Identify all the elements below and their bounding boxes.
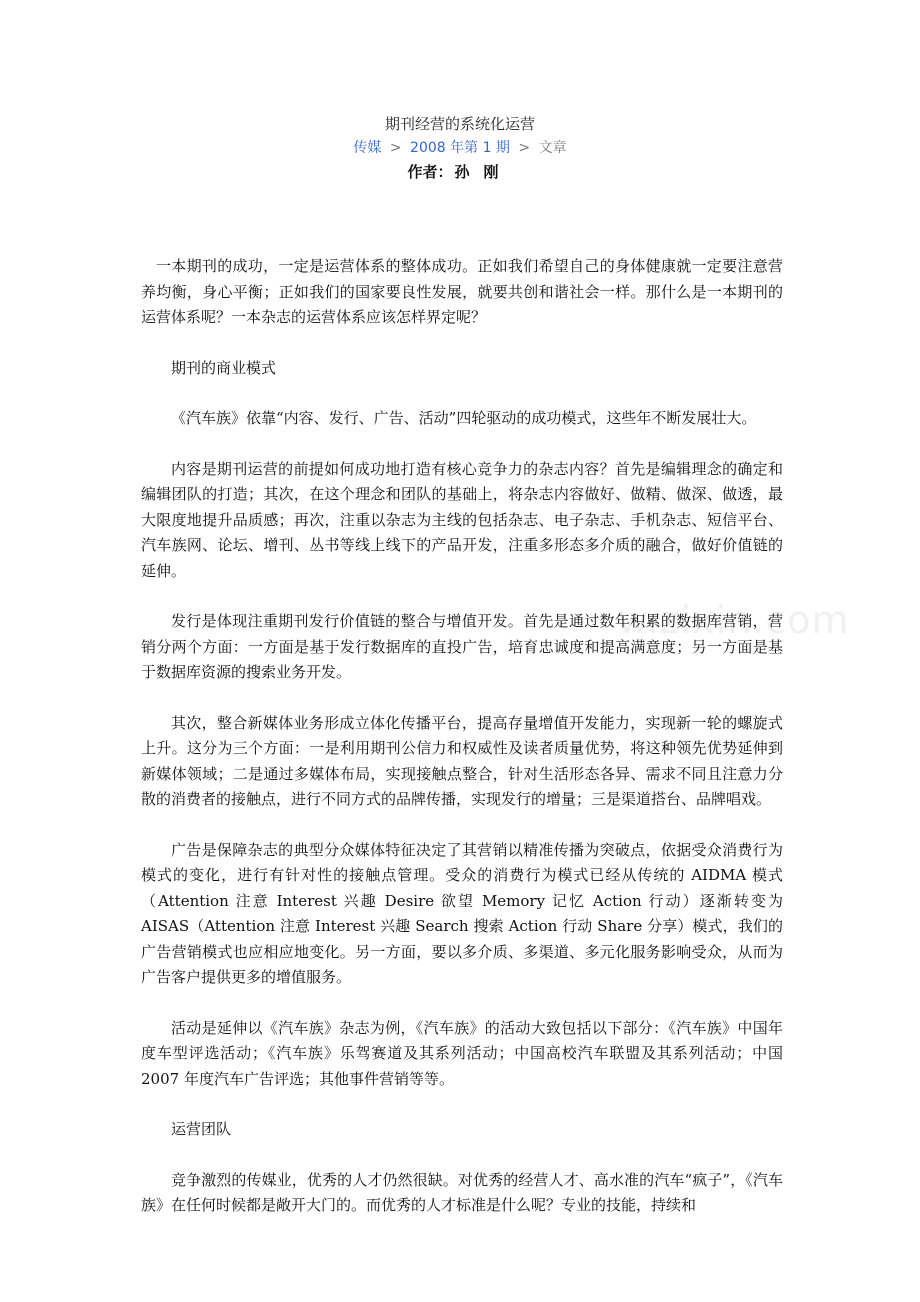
author-name: 孙刚 xyxy=(454,163,513,181)
paragraph: 活动是延伸以《汽车族》杂志为例，《汽车族》的活动大致包括以下部分：《汽车族》中国年度车型评选活动；《汽车族》乐驾赛道及其系列活动；中国高校汽车联盟及其系列活动；中国 2007 年度汽车广告评选；其他事件营销等等。 xyxy=(141,1018,783,1088)
author-label: 作者： xyxy=(407,163,453,181)
breadcrumb-item-media[interactable]: 传媒 xyxy=(353,140,382,156)
paragraph: 发行是体现注重期刊发行价值链的整合与增值开发。首先是通过数年积累的数据库营销，营销分两个方面：一方面是基于发行数据库的直投广告，培育忠诚度和提高满意度；另一方面是基于数据库资源的搜索业务开发。 xyxy=(141,612,783,681)
paragraph: 一本期刊的成功，一定是运营体系的整体成功。正如我们希望自己的身体健康就一定要注意营养均衡，身心平衡；正如我们的国家要良性发展，就要共创和谐社会一样。那什么是一本期刊的运营体系呢？一本杂志的运营体系应该怎样界定呢？ xyxy=(141,257,783,326)
breadcrumb-item-article[interactable]: 文章 xyxy=(538,140,567,156)
paragraph: 内容是期刊运营的前提如何成功地打造有核心竞争力的杂志内容？首先是编辑理念的确定和编辑团队的打造；其次，在这个理念和团队的基础上，将杂志内容做好、做精、做深、做透，最大限度地提升品质感；再次，注重以杂志为主线的包括杂志、电子杂志、手机杂志、短信平台、汽车族网、论坛、增刊、丛书等线上线下的产品开发，注重多形态多介质的融合，做好价值链的延伸。 xyxy=(141,459,783,580)
paragraph: 广告是保障杂志的典型分众媒体特征决定了其营销以精准传播为突破点，依据受众消费行为模式的变化，进行有针对性的接触点管理。受众的消费行为模式已经从传统的 AIDMA 模式（Attention 注意 Interest 兴趣 Desire 欲望 Memory 记忆 Action 行动）逐渐转变为 AISAS（Attention 注意 Interest 兴趣 Search 搜索 Action 行动 Share 分享）模式，我们的广告营销模式也应相应地变化。另一方面，要以多介质、多渠道、多元化服务影响受众，从而为广告客户提供更多的增值服务。 xyxy=(141,840,783,986)
breadcrumb-item-issue[interactable]: 2008 年第 1 期 xyxy=(410,140,510,156)
paragraph: 《汽车族》依靠“内容、发行、广告、活动”四轮驱动的成功模式，这些年不断发展壮大。 xyxy=(171,409,757,427)
paragraph: 竞争激烈的传媒业，优秀的人才仍然很缺。对优秀的经营人才、高水准的汽车“疯子”，《汽车族》在任何时候都是敞开大门的。而优秀的人才标准是什么呢？专业的技能，持续和 xyxy=(141,1170,783,1214)
section-heading: 运营团队 xyxy=(171,1120,232,1138)
section-heading: 期刊的商业模式 xyxy=(171,358,277,377)
breadcrumb-separator: > xyxy=(518,140,531,156)
article-author xyxy=(0,162,920,182)
breadcrumb xyxy=(0,138,920,158)
article-body xyxy=(141,254,783,1244)
watermark: w.zixin.com xyxy=(618,598,850,642)
paragraph: 其次，整合新媒体业务形成立体化传播平台，提高存量增值开发能力，实现新一轮的螺旋式上升。这分为三个方面：一是利用期刊公信力和权威性及读者质量优势，将这种领先优势延伸到新媒体领域；二是通过多媒体布局，实现接触点整合，针对生活形态各异、需求不同且注意力分散的消费者的接触点，进行不同方式的品牌传播，实现发行的增量；三是渠道搭台、品牌唱戏。 xyxy=(141,713,783,808)
article-title: 期刊经营的系统化运营 xyxy=(384,115,535,133)
breadcrumb-separator: > xyxy=(389,140,402,156)
